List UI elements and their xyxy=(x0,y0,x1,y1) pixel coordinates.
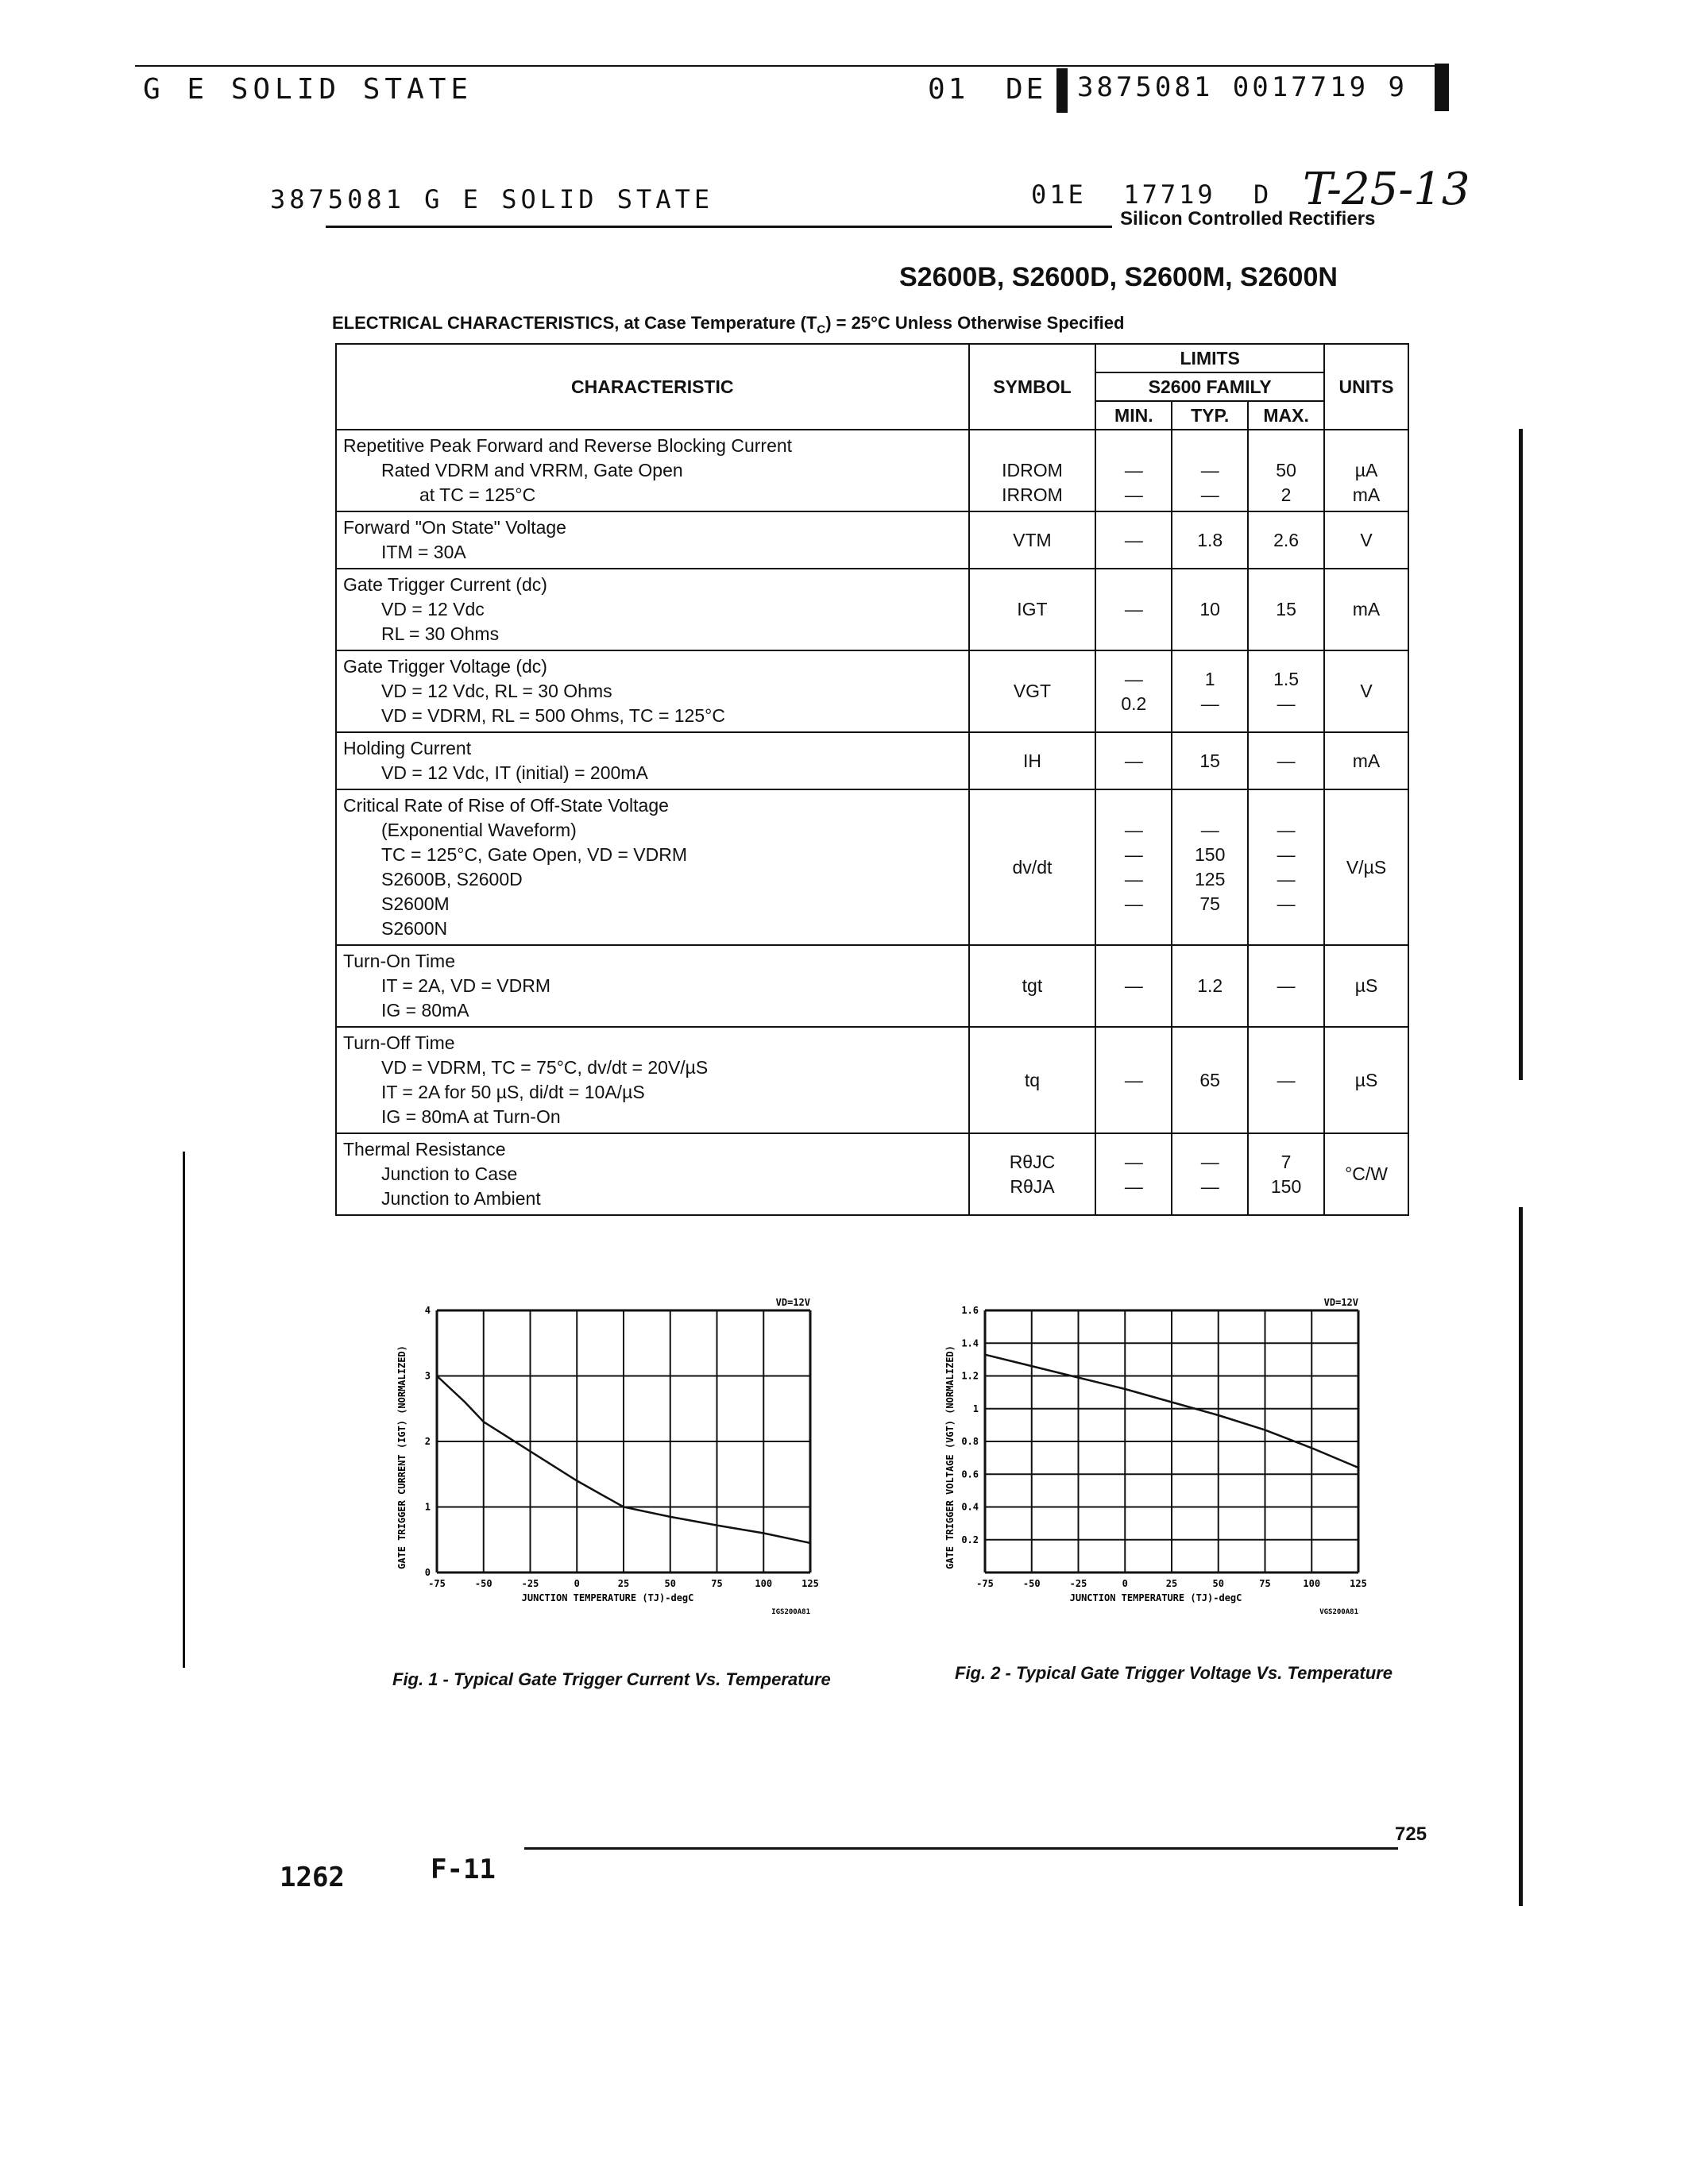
units-value: V xyxy=(1360,529,1373,550)
typ-value: — xyxy=(1200,820,1219,840)
x-tick-label: 125 xyxy=(1350,1578,1367,1589)
symbol-value: tq xyxy=(1024,1069,1041,1090)
characteristic-line: RL = 30 Ohms xyxy=(381,623,500,644)
table-row xyxy=(336,511,1408,569)
max-cell xyxy=(1248,511,1324,569)
characteristic-line: Junction to Case xyxy=(381,1163,518,1184)
typ-cell xyxy=(1172,1133,1248,1215)
table-row xyxy=(336,569,1408,650)
units-cell xyxy=(1324,511,1408,569)
typ-value: — xyxy=(1200,1175,1219,1197)
typ-cell xyxy=(1172,945,1248,1027)
table-row xyxy=(336,789,1408,945)
symbol-value: VTM xyxy=(1013,529,1052,550)
characteristic-line: Holding Current xyxy=(343,738,472,758)
x-tick-label: -50 xyxy=(474,1578,492,1589)
fig1-chart xyxy=(389,1287,834,1628)
y-tick-label: 0 xyxy=(424,1567,431,1578)
units-cell xyxy=(1324,1027,1408,1133)
symbol-value: IDROM xyxy=(1002,460,1063,480)
min-cell xyxy=(1095,1133,1172,1215)
min-value: — xyxy=(1124,668,1143,689)
x-tick-label: 100 xyxy=(1303,1578,1321,1589)
symbol-value: IGT xyxy=(1017,599,1048,619)
min-value: — xyxy=(1124,1069,1143,1090)
header-characteristic: CHARACTERISTIC xyxy=(336,344,969,430)
table-row xyxy=(336,430,1408,511)
min-cell xyxy=(1095,430,1172,511)
units-value: V xyxy=(1360,681,1373,701)
y-axis-label: GATE TRIGGER VOLTAGE (VGT) (NORMALIZED) xyxy=(944,1345,956,1569)
y-tick-label: 1.4 xyxy=(961,1337,979,1349)
scan-mark-right-1 xyxy=(1519,429,1523,1080)
symbol-value xyxy=(970,434,1095,458)
header-family: S2600 FAMILY xyxy=(1095,372,1324,401)
typ-value: 65 xyxy=(1199,1069,1220,1090)
min-value: — xyxy=(1124,869,1143,889)
characteristic-line: ITM = 30A xyxy=(381,542,466,562)
x-tick-label: -75 xyxy=(976,1578,994,1589)
scan-mark-left xyxy=(183,1152,185,1668)
y-tick-label: 1.6 xyxy=(961,1305,979,1316)
symbol-value: RθJA xyxy=(1010,1175,1055,1197)
x-tick-label: -50 xyxy=(1022,1578,1041,1589)
characteristic-line: S2600N xyxy=(381,918,448,939)
symbol-cell xyxy=(969,430,1096,511)
y-tick-label: 4 xyxy=(424,1305,431,1316)
symbol-value: RθJC xyxy=(1009,1151,1056,1172)
min-value: — xyxy=(1124,1175,1143,1197)
max-value: — xyxy=(1277,844,1296,865)
characteristic-line: Rated VDRM and VRRM, Gate Open xyxy=(381,460,683,480)
x-axis-label: JUNCTION TEMPERATURE (TJ)-degC xyxy=(1069,1592,1242,1603)
units-cell xyxy=(1324,1133,1408,1215)
x-tick-label: -25 xyxy=(1069,1578,1087,1589)
min-value: 0.2 xyxy=(1121,693,1147,714)
min-cell xyxy=(1095,1027,1172,1133)
typ-value: 1.8 xyxy=(1197,529,1223,550)
characteristic-cell xyxy=(336,1027,969,1133)
y-tick-label: 1.2 xyxy=(961,1370,979,1382)
typ-value: — xyxy=(1200,460,1219,480)
characteristic-line: Gate Trigger Current (dc) xyxy=(343,574,547,595)
figure-code: VGS200A81 xyxy=(1319,1608,1358,1616)
characteristic-line: Gate Trigger Voltage (dc) xyxy=(343,656,547,677)
typ-value xyxy=(1172,434,1247,458)
min-cell xyxy=(1095,732,1172,789)
units-value: mA xyxy=(1352,750,1381,771)
handwritten-code: T-25-13 xyxy=(1303,164,1470,215)
category-label: Silicon Controlled Rectifiers xyxy=(1120,208,1376,230)
characteristic-line: Forward "On State" Voltage xyxy=(343,517,566,538)
units-value: V/µS xyxy=(1346,856,1387,878)
symbol-cell xyxy=(969,650,1096,732)
x-tick-label: 0 xyxy=(574,1578,580,1589)
header-min: MIN. xyxy=(1095,401,1172,430)
table-row xyxy=(336,650,1408,732)
characteristic-line: VD = 12 Vdc, RL = 30 Ohms xyxy=(381,681,612,701)
electrical-characteristics-table xyxy=(335,343,1409,1216)
min-value: — xyxy=(1124,844,1143,865)
units-cell xyxy=(1324,430,1408,511)
min-value: — xyxy=(1124,893,1143,914)
max-value: — xyxy=(1277,975,1296,996)
header-code-1: 01 xyxy=(928,73,969,106)
characteristic-line: IT = 2A for 50 µS, di/dt = 10A/µS xyxy=(381,1082,645,1102)
table-row xyxy=(336,1133,1408,1215)
units-value: mA xyxy=(1352,484,1381,505)
header-typ: TYP. xyxy=(1172,401,1248,430)
top-rule xyxy=(135,65,1438,67)
min-cell xyxy=(1095,650,1172,732)
min-value: — xyxy=(1124,599,1143,619)
typ-value: — xyxy=(1200,1151,1219,1172)
x-tick-label: 50 xyxy=(1212,1578,1224,1589)
x-tick-label: -75 xyxy=(428,1578,446,1589)
min-value xyxy=(1096,434,1171,458)
y-tick-label: 0.2 xyxy=(961,1534,979,1545)
typ-value: 150 xyxy=(1195,844,1226,865)
max-value: — xyxy=(1277,1069,1296,1090)
typ-cell xyxy=(1172,1027,1248,1133)
max-cell xyxy=(1248,1027,1324,1133)
condition-label: VD=12V xyxy=(775,1297,810,1308)
y-tick-label: 3 xyxy=(424,1370,431,1382)
footer-rule xyxy=(524,1847,1398,1850)
characteristic-cell xyxy=(336,569,969,650)
x-tick-label: 50 xyxy=(664,1578,676,1589)
x-tick-label: 125 xyxy=(802,1578,819,1589)
symbol-cell xyxy=(969,945,1096,1027)
handwritten-code-footer: F-11 xyxy=(431,1854,496,1885)
x-tick-label: 25 xyxy=(1165,1578,1178,1589)
max-cell xyxy=(1248,650,1324,732)
header-max: MAX. xyxy=(1248,401,1324,430)
subheader-left: 3875081 G E SOLID STATE xyxy=(270,184,714,214)
characteristic-cell xyxy=(336,732,969,789)
max-value: 2 xyxy=(1280,484,1292,505)
header-code-2: DE xyxy=(1006,73,1047,106)
characteristic-line: S2600B, S2600D xyxy=(381,869,523,889)
units-cell xyxy=(1324,732,1408,789)
typ-cell xyxy=(1172,789,1248,945)
symbol-value: tgt xyxy=(1022,975,1043,996)
header-code-3: 3875081 0017719 9 xyxy=(1077,71,1408,103)
min-cell xyxy=(1095,789,1172,945)
units-value: mA xyxy=(1352,599,1381,619)
max-value: 15 xyxy=(1276,599,1296,619)
header-end-block xyxy=(1435,64,1449,111)
min-value: — xyxy=(1124,460,1143,480)
characteristic-cell xyxy=(336,430,969,511)
characteristic-cell xyxy=(336,789,969,945)
x-tick-label: 0 xyxy=(1122,1578,1128,1589)
units-cell xyxy=(1324,789,1408,945)
characteristic-line: S2600M xyxy=(381,893,450,914)
characteristic-line: (Exponential Waveform) xyxy=(381,820,577,840)
characteristic-line: VD = 12 Vdc xyxy=(381,599,485,619)
max-value: — xyxy=(1277,750,1296,771)
min-value: — xyxy=(1124,750,1143,771)
typ-value: 1.2 xyxy=(1197,975,1223,996)
min-value: — xyxy=(1124,529,1143,550)
y-tick-label: 0.8 xyxy=(961,1436,979,1447)
y-tick-label: 1 xyxy=(424,1501,431,1513)
symbol-value: IRROM xyxy=(1002,484,1063,505)
max-value: 150 xyxy=(1270,1175,1302,1197)
units-value xyxy=(1325,434,1408,458)
max-value: — xyxy=(1277,693,1296,714)
y-tick-label: 0.6 xyxy=(961,1468,979,1480)
y-tick-label: 1 xyxy=(972,1403,979,1414)
characteristic-line: VD = 12 Vdc, IT (initial) = 200mA xyxy=(381,762,648,783)
max-cell xyxy=(1248,1133,1324,1215)
x-tick-label: -25 xyxy=(521,1578,539,1589)
typ-cell xyxy=(1172,430,1248,511)
units-value: µA xyxy=(1354,460,1378,480)
characteristic-line: VD = VDRM, TC = 75°C, dv/dt = 20V/µS xyxy=(381,1057,709,1078)
units-cell xyxy=(1324,569,1408,650)
typ-value: 75 xyxy=(1199,893,1220,914)
max-value: — xyxy=(1277,869,1296,889)
characteristic-line: Thermal Resistance xyxy=(343,1139,506,1160)
subheader-code: 01E 17719 xyxy=(1031,179,1216,210)
max-value: 1.5 xyxy=(1273,668,1300,689)
fig2-chart xyxy=(937,1287,1382,1628)
x-tick-label: 75 xyxy=(1259,1578,1271,1589)
characteristic-line: Turn-On Time xyxy=(343,951,456,971)
symbol-cell xyxy=(969,1133,1096,1215)
table-row xyxy=(336,732,1408,789)
symbol-cell xyxy=(969,732,1096,789)
y-tick-label: 0.4 xyxy=(961,1501,979,1513)
min-value: — xyxy=(1124,975,1143,996)
figure-code: IGS200A81 xyxy=(771,1608,810,1616)
handwritten-number: 1262 xyxy=(280,1862,345,1893)
typ-cell xyxy=(1172,569,1248,650)
min-value: — xyxy=(1124,484,1143,505)
header-black-block xyxy=(1056,68,1068,113)
part-title: S2600B, S2600D, S2600M, S2600N xyxy=(899,262,1338,292)
max-cell xyxy=(1248,945,1324,1027)
min-value: — xyxy=(1124,1151,1143,1172)
units-value: µS xyxy=(1354,1069,1378,1090)
symbol-cell xyxy=(969,1027,1096,1133)
symbol-value: VGT xyxy=(1013,681,1052,701)
table-row xyxy=(336,1027,1408,1133)
characteristic-line: IG = 80mA xyxy=(381,1000,469,1021)
y-tick-label: 2 xyxy=(424,1436,431,1447)
x-tick-label: 75 xyxy=(711,1578,723,1589)
condition-label: VD=12V xyxy=(1323,1297,1358,1308)
max-value: — xyxy=(1277,893,1296,914)
max-value: — xyxy=(1277,820,1296,840)
typ-value: 125 xyxy=(1195,869,1226,889)
header-limits: LIMITS xyxy=(1095,344,1324,372)
y-axis-label: GATE TRIGGER CURRENT (IGT) (NORMALIZED) xyxy=(396,1345,408,1569)
typ-cell xyxy=(1172,511,1248,569)
max-value xyxy=(1249,434,1323,458)
units-cell xyxy=(1324,650,1408,732)
characteristic-line: Junction to Ambient xyxy=(381,1188,541,1209)
max-cell xyxy=(1248,569,1324,650)
characteristic-line: Critical Rate of Rise of Off-State Voltage xyxy=(343,795,669,816)
min-cell xyxy=(1095,945,1172,1027)
fig2-caption: Fig. 2 - Typical Gate Trigger Voltage Vs. Temperature xyxy=(955,1663,1393,1683)
symbol-cell xyxy=(969,569,1096,650)
characteristic-line: Turn-Off Time xyxy=(343,1032,455,1053)
header-company: G E SOLID STATE xyxy=(143,73,473,106)
scan-mark-right-2 xyxy=(1519,1207,1523,1906)
max-value: 50 xyxy=(1276,460,1296,480)
max-value: 7 xyxy=(1280,1151,1292,1172)
units-value: °C/W xyxy=(1345,1163,1388,1184)
subheader-rule xyxy=(326,226,1112,228)
typ-cell xyxy=(1172,650,1248,732)
header-units: UNITS xyxy=(1324,344,1408,430)
typ-value: 15 xyxy=(1199,750,1220,771)
characteristic-line: Repetitive Peak Forward and Reverse Blocking Current xyxy=(343,435,793,456)
max-cell xyxy=(1248,430,1324,511)
max-cell xyxy=(1248,789,1324,945)
symbol-cell xyxy=(969,511,1096,569)
typ-value: 10 xyxy=(1199,599,1220,619)
characteristic-line: TC = 125°C, Gate Open, VD = VDRM xyxy=(381,844,688,865)
max-value: 2.6 xyxy=(1273,529,1300,550)
table-caption: ELECTRICAL CHARACTERISTICS, at Case Temperature $(T_C) = 25^\circ C$ Unless Otherwise Specified xyxy=(332,313,1125,337)
characteristic-line: IG = 80mA at Turn-On xyxy=(381,1106,561,1127)
x-tick-label: 25 xyxy=(617,1578,630,1589)
symbol-cell xyxy=(969,789,1096,945)
typ-value: — xyxy=(1200,693,1219,714)
characteristic-line: IT = 2A, VD = VDRM xyxy=(381,975,551,996)
fig1-caption: Fig. 1 - Typical Gate Trigger Current Vs. Temperature xyxy=(392,1669,831,1689)
typ-value: 1 xyxy=(1204,668,1215,689)
x-tick-label: 100 xyxy=(755,1578,773,1589)
characteristic-cell xyxy=(336,511,969,569)
max-cell xyxy=(1248,732,1324,789)
min-value: — xyxy=(1124,820,1143,840)
symbol-value: dv/dt xyxy=(1012,856,1053,878)
subheader-d: D xyxy=(1253,179,1269,210)
header-symbol: SYMBOL xyxy=(969,344,1096,430)
characteristic-cell xyxy=(336,1133,969,1215)
characteristic-cell xyxy=(336,945,969,1027)
min-cell xyxy=(1095,511,1172,569)
page-number: 725 xyxy=(1395,1823,1427,1845)
characteristic-line: VD = VDRM, RL = 500 Ohms, TC = 125°C xyxy=(381,705,725,726)
characteristic-line: at TC = 125°C xyxy=(419,484,536,505)
units-value: µS xyxy=(1354,975,1378,996)
typ-cell xyxy=(1172,732,1248,789)
x-axis-label: JUNCTION TEMPERATURE (TJ)-degC xyxy=(521,1592,694,1603)
characteristic-cell xyxy=(336,650,969,732)
units-cell xyxy=(1324,945,1408,1027)
typ-value: — xyxy=(1200,484,1219,505)
symbol-value: IH xyxy=(1022,750,1041,771)
table-row xyxy=(336,945,1408,1027)
min-cell xyxy=(1095,569,1172,650)
